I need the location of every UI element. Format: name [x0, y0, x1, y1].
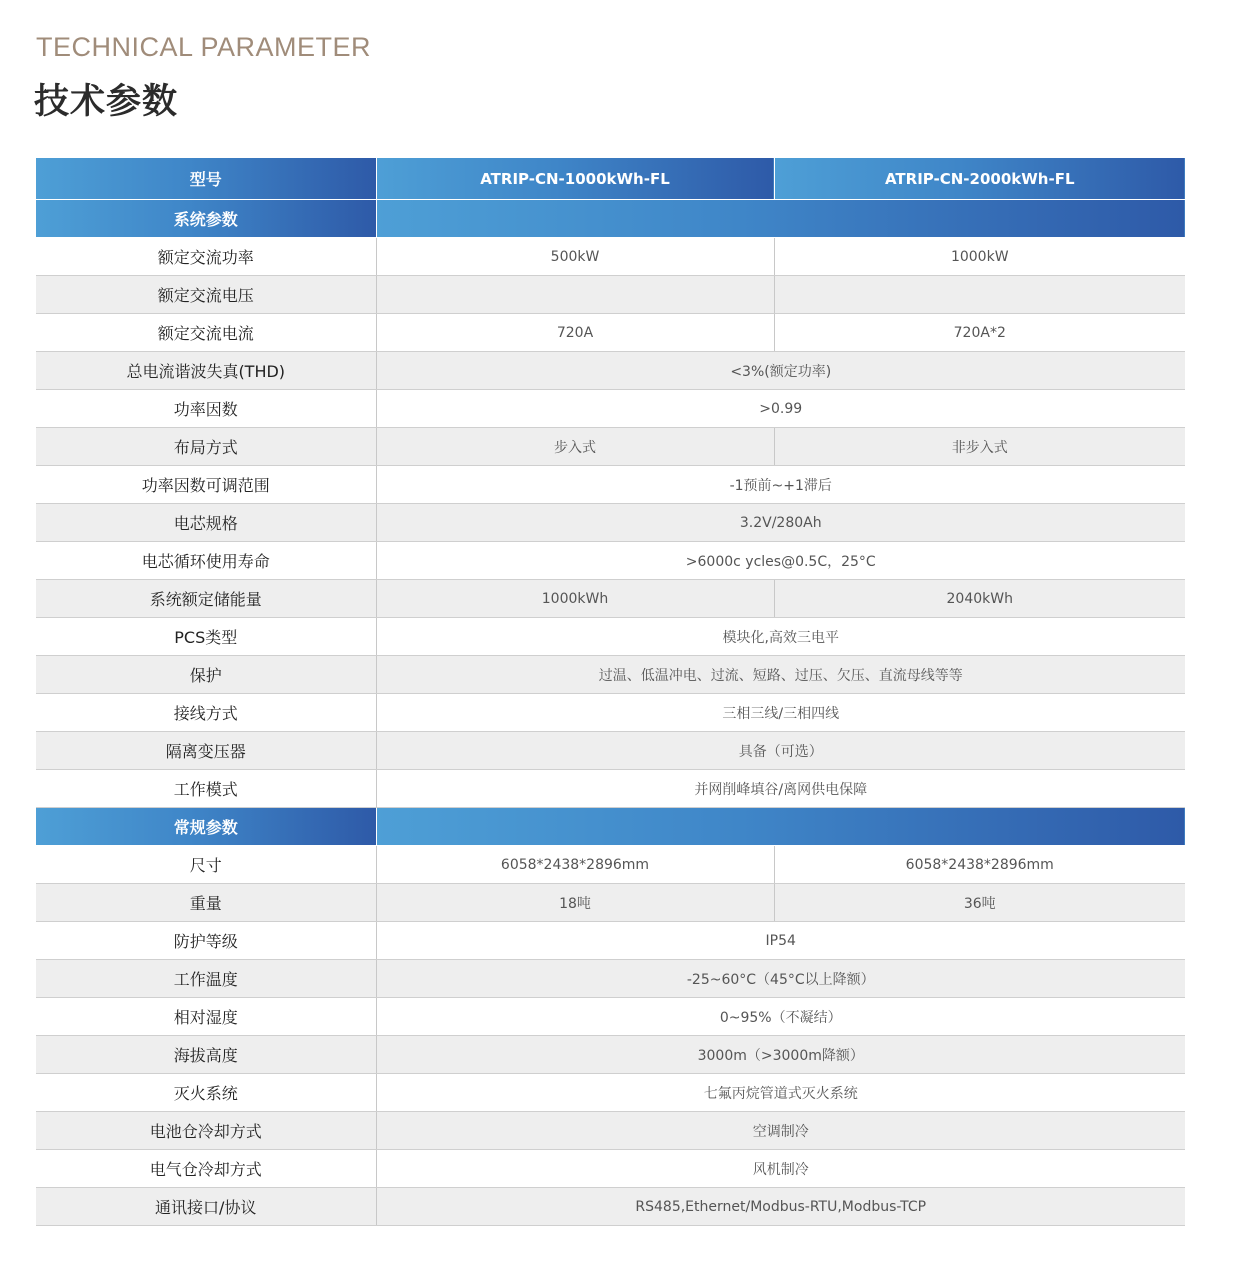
table-row	[36, 466, 1185, 504]
table-row	[36, 428, 1185, 466]
row-value-model-a: 步入式	[376, 428, 774, 466]
row-value-model-b: 1000kW	[774, 238, 1185, 276]
row-value: 具备（可选）	[376, 732, 1185, 770]
table-row	[36, 1150, 1185, 1188]
table-row	[36, 770, 1185, 808]
row-label: 灭火系统	[36, 1074, 376, 1112]
table-row	[36, 732, 1185, 770]
table-row	[36, 238, 1185, 276]
header-model-a: ATRIP-CN-1000kWh-FL	[376, 158, 774, 200]
section-header-row	[36, 808, 1185, 846]
table-row	[36, 542, 1185, 580]
row-value-model-a: 500kW	[376, 238, 774, 276]
row-value: 风机制冷	[376, 1150, 1185, 1188]
row-label: 通讯接口/协议	[36, 1188, 376, 1226]
row-label: 重量	[36, 884, 376, 922]
row-label: 布局方式	[36, 428, 376, 466]
table-row	[36, 1036, 1185, 1074]
row-value-model-b: 非步入式	[774, 428, 1185, 466]
row-label: 电池仓冷却方式	[36, 1112, 376, 1150]
table-row	[36, 656, 1185, 694]
heading-chinese: 技术参数	[34, 82, 179, 122]
table-row	[36, 960, 1185, 998]
section-title: 系统参数	[36, 200, 376, 238]
row-value: 模块化,高效三电平	[376, 618, 1185, 656]
row-value: 三相三线/三相四线	[376, 694, 1185, 732]
row-value-model-b: 2040kWh	[774, 580, 1185, 618]
table-row	[36, 694, 1185, 732]
row-label: 电芯循环使用寿命	[36, 542, 376, 580]
table-row	[36, 504, 1185, 542]
row-label: 工作模式	[36, 770, 376, 808]
table-row	[36, 314, 1185, 352]
row-value: -1预前~+1滞后	[376, 466, 1185, 504]
row-value-model-a: 18吨	[376, 884, 774, 922]
table-row	[36, 1188, 1185, 1226]
row-label: 电芯规格	[36, 504, 376, 542]
row-value-model-b	[774, 276, 1185, 314]
row-label: PCS类型	[36, 618, 376, 656]
row-label: 防护等级	[36, 922, 376, 960]
row-label: 功率因数	[36, 390, 376, 428]
row-label: 功率因数可调范围	[36, 466, 376, 504]
row-label: 系统额定储能量	[36, 580, 376, 618]
header-model-b: ATRIP-CN-2000kWh-FL	[774, 158, 1185, 200]
row-label: 额定交流电流	[36, 314, 376, 352]
row-value: 七氟丙烷管道式灭火系统	[376, 1074, 1185, 1112]
row-value: 并网削峰填谷/离网供电保障	[376, 770, 1185, 808]
row-label: 总电流谐波失真(THD)	[36, 352, 376, 390]
table-row	[36, 580, 1185, 618]
table-row	[36, 998, 1185, 1036]
row-label: 保护	[36, 656, 376, 694]
row-label: 额定交流电压	[36, 276, 376, 314]
row-value: >0.99	[376, 390, 1185, 428]
table-row	[36, 276, 1185, 314]
row-value-model-a: 720A	[376, 314, 774, 352]
row-value: IP54	[376, 922, 1185, 960]
row-value: -25~60°C（45°C以上降额）	[376, 960, 1185, 998]
row-value: RS485,Ethernet/Modbus-RTU,Modbus-TCP	[376, 1188, 1185, 1226]
row-value: >6000c ycles@0.5C，25°C	[376, 542, 1185, 580]
section-title: 常规参数	[36, 808, 376, 846]
row-label: 额定交流功率	[36, 238, 376, 276]
table-body	[36, 200, 1185, 1226]
row-label: 海拔高度	[36, 1036, 376, 1074]
row-value-model-b: 36吨	[774, 884, 1185, 922]
row-label: 电气仓冷却方式	[36, 1150, 376, 1188]
row-value-model-a	[376, 276, 774, 314]
table-row	[36, 922, 1185, 960]
row-value-model-b: 6058*2438*2896mm	[774, 846, 1185, 884]
table-row	[36, 884, 1185, 922]
row-value-model-a: 6058*2438*2896mm	[376, 846, 774, 884]
row-label: 接线方式	[36, 694, 376, 732]
row-value: 0~95%（不凝结）	[376, 998, 1185, 1036]
row-label: 相对湿度	[36, 998, 376, 1036]
section-header-fill	[376, 808, 1185, 846]
table-row	[36, 846, 1185, 884]
row-label: 工作温度	[36, 960, 376, 998]
table-row	[36, 1112, 1185, 1150]
table-row	[36, 352, 1185, 390]
row-value-model-a: 1000kWh	[376, 580, 774, 618]
table-header-row	[36, 158, 1185, 200]
table-row	[36, 1074, 1185, 1112]
section-header-fill	[376, 200, 1185, 238]
spec-table	[36, 158, 1185, 1226]
row-value-model-b: 720A*2	[774, 314, 1185, 352]
row-value: 3000m（>3000m降额）	[376, 1036, 1185, 1074]
row-label: 尺寸	[36, 846, 376, 884]
row-value: <3%(额定功率)	[376, 352, 1185, 390]
row-label: 隔离变压器	[36, 732, 376, 770]
row-value: 空调制冷	[376, 1112, 1185, 1150]
heading-english: TECHNICAL PARAMETER	[36, 32, 372, 62]
row-value: 3.2V/280Ah	[376, 504, 1185, 542]
row-value: 过温、低温冲电、过流、短路、过压、欠压、直流母线等等	[376, 656, 1185, 694]
table-row	[36, 390, 1185, 428]
table-row	[36, 618, 1185, 656]
section-header-row	[36, 200, 1185, 238]
header-model-label: 型号	[36, 158, 376, 200]
